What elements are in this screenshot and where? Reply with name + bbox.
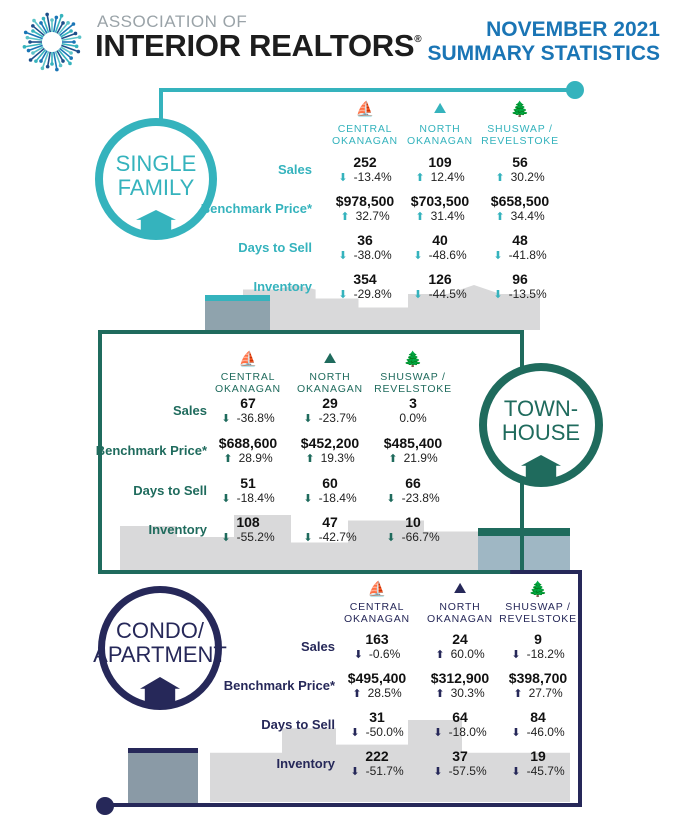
stat-value: 163: [365, 631, 389, 647]
stat-value: $452,200: [300, 435, 360, 451]
registered-mark: ®: [414, 34, 422, 45]
logo-subtitle: ASSOCIATION OF: [97, 12, 248, 31]
stat-value: $658,500: [490, 193, 550, 209]
stat-cell: [493, 671, 583, 701]
mountain-water-icon: ⛰: [433, 100, 447, 117]
stat-cell: [475, 272, 565, 302]
town-title: [502, 397, 580, 445]
stat-change-value: -57.5%: [448, 764, 487, 778]
stat-value: $398,700: [508, 670, 568, 686]
stat-value: 84: [530, 709, 546, 725]
stat-value: $312,900: [430, 670, 490, 686]
region-name: [488, 601, 588, 625]
stat-cell: [395, 233, 485, 263]
stat-value: 51: [240, 475, 256, 491]
arrow-down-icon: ⬇: [413, 289, 423, 301]
stat-change-value: 21.9%: [403, 451, 438, 465]
stat-value: 56: [512, 154, 528, 170]
arrow-up-icon: ⬆: [435, 688, 445, 700]
stat-change: [493, 725, 583, 740]
region-name-line2: OKANAGAN: [427, 613, 493, 625]
stat-change-value: -38.0%: [353, 248, 392, 262]
stat-change-value: 19.3%: [320, 451, 355, 465]
stat-value: 60: [322, 475, 338, 491]
stat-value: 109: [428, 154, 452, 170]
stat-change: [368, 451, 458, 466]
stat-change-value: -23.7%: [318, 411, 357, 425]
single-title-line2: FAMILY: [117, 175, 195, 200]
house-icon: [521, 455, 561, 479]
region-name: [363, 371, 463, 395]
arrow-down-icon: ⬇: [433, 727, 443, 739]
stat-change: [475, 170, 565, 185]
stat-value: 108: [236, 514, 260, 530]
connector-dot: [566, 81, 584, 99]
stat-change: [285, 491, 375, 506]
region-name-line2: REVELSTOKE: [374, 383, 452, 395]
stat-value: $978,500: [335, 193, 395, 209]
region-name-line1: SHUSWAP /: [505, 601, 571, 613]
row-label: Inventory: [148, 522, 207, 537]
arrow-down-icon: ⬇: [221, 413, 231, 425]
region-name-line2: OKANAGAN: [344, 613, 410, 625]
single-circle: [95, 118, 217, 240]
stat-change: [203, 491, 293, 506]
region-name-line1: NORTH: [439, 601, 481, 613]
arrow-down-icon: ⬇: [493, 250, 503, 262]
stat-cell: [332, 632, 422, 662]
arrow-up-icon: ⬆: [513, 688, 523, 700]
region-name: [470, 123, 570, 147]
region-name-line1: NORTH: [309, 371, 351, 383]
stat-value: 31: [369, 709, 385, 725]
logo-title: [95, 28, 421, 64]
stat-value: 222: [365, 748, 389, 764]
row-label: Sales: [278, 162, 312, 177]
stat-cell: [368, 396, 458, 425]
stat-value: 48: [512, 232, 528, 248]
stat-change: [395, 170, 485, 185]
stat-change: [203, 530, 293, 545]
region-name-line1: CENTRAL: [337, 123, 393, 135]
stat-change-value: 0.0%: [399, 411, 427, 425]
stat-value: 252: [353, 154, 377, 170]
stat-change-value: 60.0%: [450, 647, 485, 661]
stat-value: 3: [409, 395, 417, 411]
stat-change: [203, 411, 293, 426]
arrow-down-icon: ⬇: [493, 289, 503, 301]
arrow-down-icon: ⬇: [511, 766, 521, 778]
stat-cell: [285, 476, 375, 506]
stat-change-value: 30.3%: [450, 686, 485, 700]
stat-cell: [368, 476, 458, 506]
stat-value: 40: [432, 232, 448, 248]
logo-icon: [22, 12, 82, 72]
arrow-down-icon: ⬇: [350, 766, 360, 778]
arrow-up-icon: ⬆: [435, 649, 445, 661]
stat-change-value: 27.7%: [528, 686, 563, 700]
single-connector: [159, 88, 577, 92]
arrow-down-icon: ⬇: [511, 649, 521, 661]
stat-value: 354: [353, 271, 377, 287]
stat-value: $495,400: [347, 670, 407, 686]
stat-change-value: 30.2%: [510, 170, 545, 184]
arrow-up-icon: ⬆: [223, 453, 233, 465]
stat-cell: [415, 671, 505, 701]
stat-value: 126: [428, 271, 452, 287]
stat-cell: [415, 710, 505, 740]
region-name-line2: OKANAGAN: [332, 135, 398, 147]
stat-value: $485,400: [383, 435, 443, 451]
arrow-up-icon: ⬆: [415, 211, 425, 223]
stat-change: [395, 209, 485, 224]
arrow-down-icon: ⬇: [353, 649, 363, 661]
row-label: Inventory: [253, 279, 312, 294]
row-label: Days to Sell: [133, 483, 207, 498]
stat-change: [415, 764, 505, 779]
row-label: Benchmark Price*: [223, 678, 335, 693]
condo-title-line2: APARTMENT: [93, 642, 227, 667]
stat-change-value: -46.0%: [526, 725, 565, 739]
stat-cell: [203, 515, 293, 545]
stat-cell: [285, 396, 375, 426]
stat-value: 47: [322, 514, 338, 530]
stat-change: [332, 686, 422, 701]
region-name-line2: REVELSTOKE: [499, 613, 577, 625]
stat-change-value: -29.8%: [353, 287, 392, 301]
title-subtitle: SUMMARY STATISTICS: [427, 42, 660, 65]
stat-change: [415, 686, 505, 701]
region-name-line2: OKANAGAN: [297, 383, 363, 395]
stat-cell: [415, 749, 505, 779]
stat-change: [493, 764, 583, 779]
stat-change-value: -18.2%: [526, 647, 565, 661]
stat-cell: [203, 396, 293, 426]
condo-title-line1: CONDO/: [116, 618, 204, 643]
row-label: Days to Sell: [261, 717, 335, 732]
arrow-up-icon: ⬆: [495, 172, 505, 184]
stat-change-value: 28.9%: [238, 451, 273, 465]
stat-cell: [493, 710, 583, 740]
stat-change: [475, 209, 565, 224]
row-label: Sales: [301, 639, 335, 654]
stat-value: 24: [452, 631, 468, 647]
stat-change: [368, 491, 458, 506]
arrow-down-icon: ⬇: [433, 766, 443, 778]
stat-value: 29: [322, 395, 338, 411]
stat-value: 9: [534, 631, 542, 647]
stat-change: [493, 647, 583, 662]
stat-change-value: -18.4%: [236, 491, 275, 505]
stat-cell: [332, 671, 422, 701]
stat-value: $688,600: [218, 435, 278, 451]
connector-dot: [96, 797, 114, 815]
stat-value: 10: [405, 514, 421, 530]
stat-change: [475, 248, 565, 263]
region-name-line1: CENTRAL: [220, 371, 276, 383]
building-single: [205, 295, 270, 330]
stat-change: [285, 530, 375, 545]
stat-cell: [475, 233, 565, 263]
stat-cell: [332, 749, 422, 779]
stat-cell: [368, 515, 458, 545]
town-title-line1: TOWN-: [503, 396, 579, 421]
stat-change: [368, 530, 458, 545]
row-label: Benchmark Price*: [200, 201, 312, 216]
stat-value: 19: [530, 748, 546, 764]
single-title-line1: SINGLE: [115, 151, 197, 176]
arrow-down-icon: ⬇: [413, 250, 423, 262]
arrow-down-icon: ⬇: [338, 172, 348, 184]
region-name-line2: REVELSTOKE: [481, 135, 559, 147]
stat-change: [415, 647, 505, 662]
mountain-water-icon: ⛰: [323, 350, 337, 367]
arrow-down-icon: ⬇: [303, 532, 313, 544]
arrow-down-icon: ⬇: [386, 532, 396, 544]
stat-cell: [395, 272, 485, 302]
arrow-down-icon: ⬇: [350, 727, 360, 739]
stat-change-value: 31.4%: [430, 209, 465, 223]
stat-value: $703,500: [410, 193, 470, 209]
mountain-water-icon: ⛰: [453, 580, 467, 597]
stat-change-value: -13.4%: [353, 170, 392, 184]
stat-cell: [368, 436, 458, 466]
stat-cell: [203, 436, 293, 466]
stat-value: 36: [357, 232, 373, 248]
town-title-line2: HOUSE: [501, 420, 581, 445]
stat-cell: [395, 155, 485, 185]
stat-change-value: 34.4%: [510, 209, 545, 223]
row-label: Days to Sell: [238, 240, 312, 255]
stat-change: [285, 451, 375, 466]
stat-cell: [203, 476, 293, 506]
trees-icon: 🌲: [528, 581, 548, 598]
stat-change-value: -51.7%: [365, 764, 404, 778]
sailboat-icon: ⛵: [367, 581, 387, 598]
region-name-line1: SHUSWAP /: [487, 123, 553, 135]
row-label: Sales: [173, 403, 207, 418]
stat-change-value: 28.5%: [367, 686, 402, 700]
arrow-down-icon: ⬇: [303, 413, 313, 425]
arrow-up-icon: ⬆: [495, 211, 505, 223]
stat-cell: [332, 710, 422, 740]
sailboat-icon: ⛵: [238, 351, 258, 368]
stat-change-value: -18.4%: [318, 491, 357, 505]
arrow-down-icon: ⬇: [338, 289, 348, 301]
region-name-line1: SHUSWAP /: [380, 371, 446, 383]
town-circle: [479, 363, 603, 487]
stat-change: [475, 287, 565, 302]
stat-change: [395, 248, 485, 263]
stat-change: [332, 764, 422, 779]
stat-change-value: -13.5%: [508, 287, 547, 301]
stat-change-value: -66.7%: [401, 530, 440, 544]
stat-change: [395, 287, 485, 302]
stat-change: [332, 725, 422, 740]
arrow-up-icon: ⬆: [415, 172, 425, 184]
stat-change: [285, 411, 375, 426]
stat-cell: [475, 194, 565, 224]
arrow-down-icon: ⬇: [303, 493, 313, 505]
stat-cell: [415, 632, 505, 662]
stat-change-value: -18.0%: [448, 725, 487, 739]
stat-cell: [285, 515, 375, 545]
region-name-line2: OKANAGAN: [407, 135, 473, 147]
stat-cell: [493, 632, 583, 662]
stat-value: 96: [512, 271, 528, 287]
stat-change-value: -44.5%: [428, 287, 467, 301]
stat-change-value: -0.6%: [368, 647, 401, 661]
arrow-up-icon: ⬆: [388, 453, 398, 465]
stat-cell: [285, 436, 375, 466]
stat-change-value: -45.7%: [526, 764, 565, 778]
stat-change: [203, 451, 293, 466]
stat-change-value: -48.6%: [428, 248, 467, 262]
page-title: [427, 18, 660, 66]
arrow-up-icon: ⬆: [352, 688, 362, 700]
trees-icon: 🌲: [403, 351, 423, 368]
arrow-up-icon: ⬆: [305, 453, 315, 465]
title-month: NOVEMBER 2021: [486, 18, 660, 41]
stat-value: 66: [405, 475, 421, 491]
stat-cell: [475, 155, 565, 185]
stat-change: [493, 686, 583, 701]
stat-change-value: -23.8%: [401, 491, 440, 505]
row-label: Benchmark Price*: [95, 443, 207, 458]
stat-change: [415, 725, 505, 740]
stat-value: 67: [240, 395, 256, 411]
stat-cell: [395, 194, 485, 224]
logo-title-text: INTERIOR REALTORS: [95, 28, 415, 63]
sailboat-icon: ⛵: [355, 101, 375, 118]
stat-change-value: -41.8%: [508, 248, 547, 262]
row-label: Inventory: [276, 756, 335, 771]
stat-change-value: 12.4%: [430, 170, 465, 184]
region-name-line1: CENTRAL: [349, 601, 405, 613]
stat-change-value: -50.0%: [365, 725, 404, 739]
stat-value: 64: [452, 709, 468, 725]
arrow-down-icon: ⬇: [221, 493, 231, 505]
stat-value: 37: [452, 748, 468, 764]
arrow-down-icon: ⬇: [221, 532, 231, 544]
stat-change: [332, 647, 422, 662]
stat-change-value: 32.7%: [355, 209, 390, 223]
arrow-down-icon: ⬇: [386, 493, 396, 505]
region-name-line2: OKANAGAN: [215, 383, 281, 395]
stat-change-value: -42.7%: [318, 530, 357, 544]
stat-change-value: -55.2%: [236, 530, 275, 544]
arrow-down-icon: ⬇: [511, 727, 521, 739]
stat-change-value: -36.8%: [236, 411, 275, 425]
trees-icon: 🌲: [510, 101, 530, 118]
stat-cell: [493, 749, 583, 779]
stat-change: [368, 411, 458, 425]
arrow-down-icon: ⬇: [338, 250, 348, 262]
arrow-up-icon: ⬆: [340, 211, 350, 223]
region-name-line1: NORTH: [419, 123, 461, 135]
